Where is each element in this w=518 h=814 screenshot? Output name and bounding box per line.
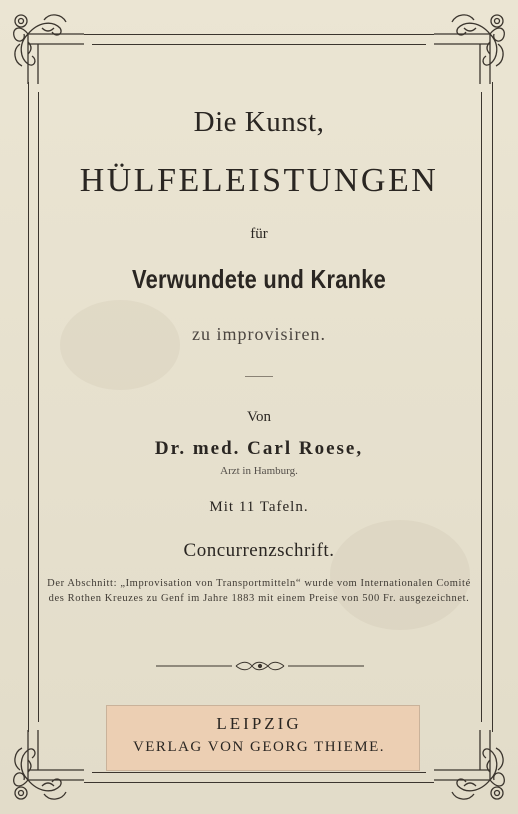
author-role: Arzt in Hamburg. [220, 465, 298, 477]
frame-bottom-outer [84, 782, 434, 783]
frame-right-inner [481, 92, 482, 722]
contest-heading: Concurrenzschrift. [183, 540, 335, 561]
title-line-5: zu improvisiren. [192, 324, 326, 344]
publisher-name: VERLAG VON GEORG THIEME. [132, 739, 386, 755]
author-by: Von [247, 409, 271, 425]
award-note: Der Abschnitt: „Improvisation von Transportmitteln“ wurde vom Internationalen Comité des Rothen Kreuzes zu Genf im Jahre 1883 mit einem Preise von 500 Fr. ausgezeichnet. [47, 578, 471, 604]
publisher-city: LEIPZIG [216, 714, 302, 733]
title-subject: Verwundete und Kranke [131, 264, 387, 294]
frame-right-outer [492, 82, 493, 732]
title-line-1: Die Kunst, [193, 106, 325, 138]
separator-rule [245, 376, 273, 377]
title-line-for: für [250, 226, 268, 242]
ornament-rule-icon [156, 660, 364, 672]
frame-top-outer [84, 34, 434, 35]
author-name: Dr. med. Carl Roese, [154, 438, 364, 459]
corner-ornament-icon [432, 2, 516, 86]
frame-bottom-inner [92, 772, 426, 773]
plates-note: Mit 11 Tafeln. [209, 499, 309, 515]
frame-left-inner [38, 92, 39, 722]
title-main: HÜLFELEISTUNGEN [79, 162, 439, 199]
frame-top-inner [92, 44, 426, 45]
frame-left-outer [28, 82, 29, 732]
corner-ornament-icon [2, 2, 86, 86]
